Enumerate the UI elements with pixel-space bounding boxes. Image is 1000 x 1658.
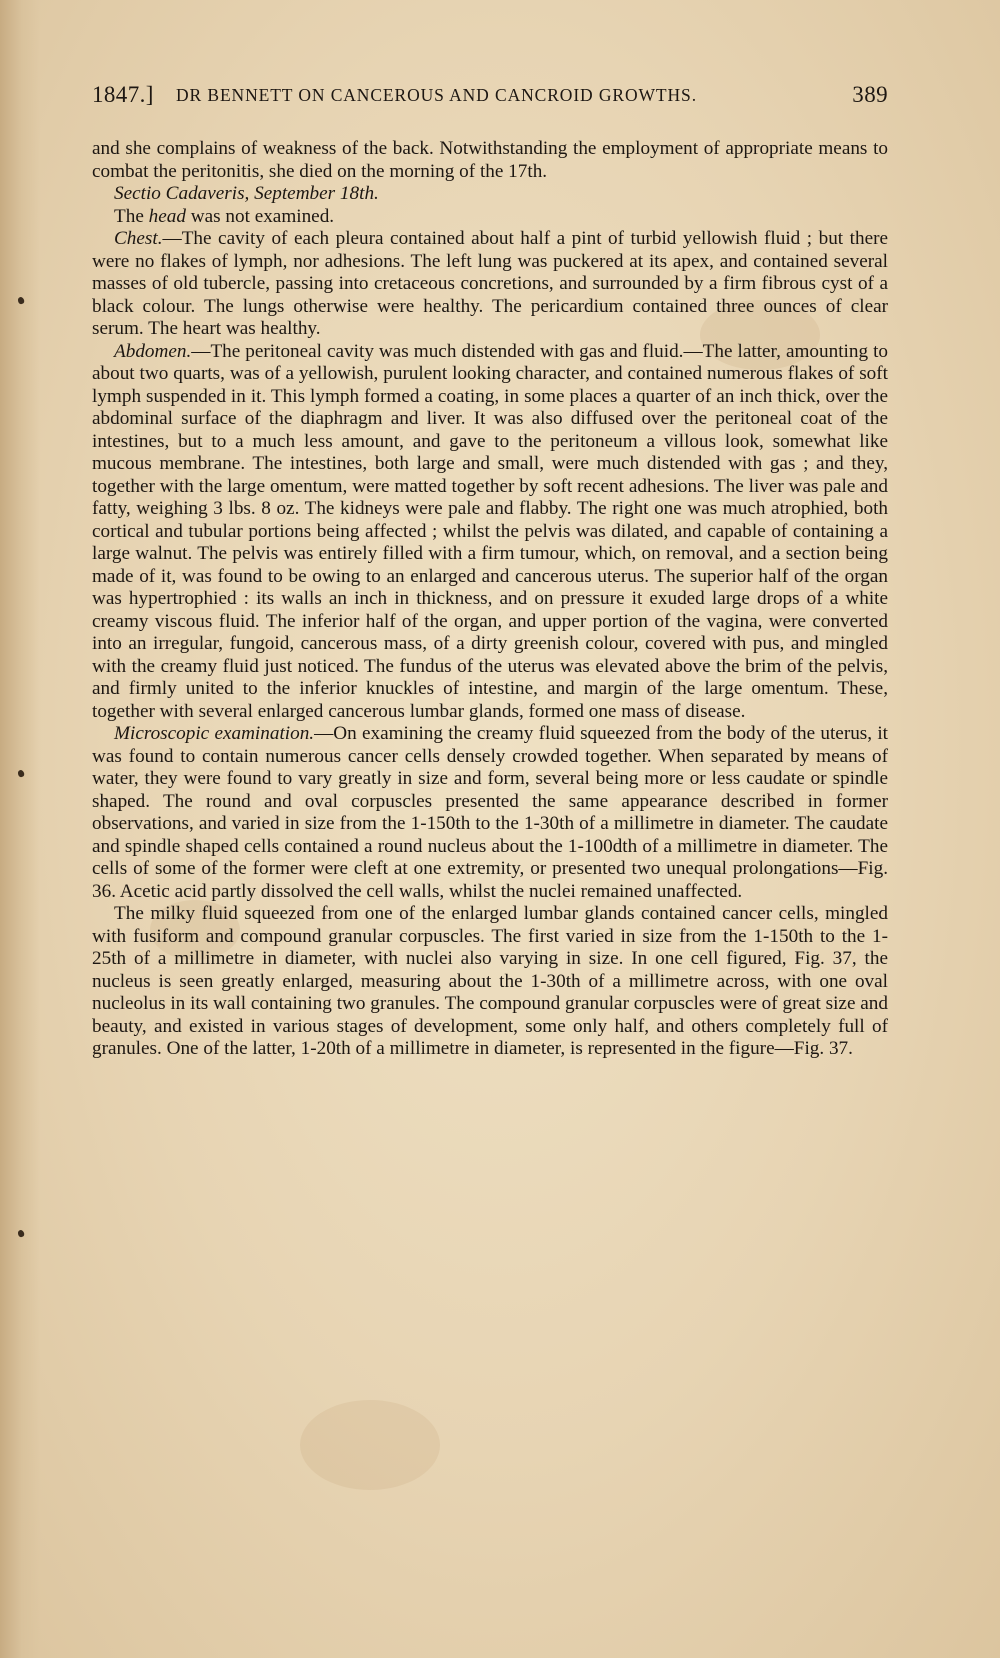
section-heading-italic: Sectio Cadaveris, September 18th. — [114, 183, 379, 204]
paper-stain — [300, 1400, 440, 1490]
section-heading — [92, 183, 888, 206]
paragraph — [92, 138, 888, 183]
binding-shadow — [0, 0, 40, 1658]
paragraph-text: —On examining the creamy fluid squeezed from the body of the uterus, it was found to contain numerous cancer cells densely crowded together. When separated by means of water, they were found to vary greatly in size and form, several being more or less caudate or spindle shaped. The round and oval corpuscles presented the same appearance described in former observations, and varied in size from the 1-150th to the 1-30th of a millimetre in diameter. The caudate and spindle shaped cells contained a round nucleus about the 1-100dth of a millimetre in diameter. The cells of some of the former were cleft at one extremity, or presented two unequal prolongations—Fig. 36. Acetic acid partly dissolved the cell walls, whilst the nuclei remained unaffected. — [92, 723, 888, 902]
paragraph-prefix: The — [114, 205, 149, 227]
running-title: DR BENNETT ON CANCEROUS AND CANCROID GROWTHS. — [176, 85, 697, 105]
paragraph-text: and she complains of weakness of the back. Notwithstanding the employment of appropriate means to combat the peritonitis, she died on the morning of the 17th. — [92, 138, 888, 182]
paragraph-chest — [92, 228, 888, 341]
paragraph-microscopic — [92, 723, 888, 903]
paragraph-italic-word: head — [148, 205, 186, 227]
body-text — [92, 138, 888, 1061]
running-header — [92, 82, 888, 116]
paragraph-text: —The cavity of each pleura contained about half a pint of turbid yellowish fluid ; but there were no flakes of lymph, nor adhesions. The left lung was puckered at its apex, and contained several masses of old tubercle, passing into cretaceous concretions, and surrounded by a firm fibrous cyst of a black colour. The lungs otherwise were healthy. The pericardium contained three ounces of clear serum. The heart was healthy. — [92, 228, 888, 339]
paragraph-text: The milky fluid squeezed from one of the enlarged lumbar glands contained cancer cells, mingled with fusiform and compound granular corpuscles. The first varied in size from the 1-150th to the 1-25th of a millimetre in diameter, with nuclei also varying in size. In one cell figured, Fig. 37, the nucleus is seen greatly enlarged, measuring about the 1-30th of a millimetre across, with one oval nucleolus in its wall containing two granules. The compound granular corpuscles were of great size and beauty, and existed in various stages of development, some only half, and others completely full of granules. One of the latter, 1-20th of a millimetre in diameter, is represented in the figure—Fig. 37. — [92, 903, 888, 1059]
header-year: 1847.] — [92, 82, 154, 107]
paragraph-lumbar-glands — [92, 903, 888, 1061]
paragraph-abdomen — [92, 341, 888, 724]
paragraph-text: was not examined. — [185, 205, 335, 227]
page-number: 389 — [852, 82, 888, 107]
paragraph-text: —The peritoneal cavity was much distended with gas and fluid.—The latter, amounting to about two quarts, was of a yellowish, purulent looking character, and contained numerous flakes of soft lymph suspended in it. This lymph formed a coating, in some places a quarter of an inch thick, over the abdominal surface of the diaphragm and liver. It was also diffused over the peritoneal coat of the intestines, but to a much less amount, and gave to the peritoneum a villous look, somewhat like mucous membrane. The intestines, both large and small, were much distended with gas ; and they, together with the large omentum, were matted together by soft recent adhesions. The liver was pale and fatty, weighing 3 lbs. 8 oz. The kidneys were pale and flabby. The right one was much atrophied, both cortical and tubular portions being affected ; whilst the pelvis was dilated, and capable of containing a large walnut. The pelvis was entirely filled with a firm tumour, which, on removal, and a section being made of it, was found to be owing to an enlarged and cancerous uterus. The superior half of the organ was hypertrophied : its walls an inch in thickness, and on pressure it exuded large drops of a white creamy viscous fluid. The inferior half of the organ, and upper portion of the vagina, were converted into an irregular, fungoid, cancerous mass, of a dirty greenish colour, covered with pus, and mingled with the creamy fluid just noticed. The fundus of the uterus was elevated above the brim of the pelvis, and firmly united to the inferior knuckles of intestine, and margin of the large omentum. These, together with several enlarged cancerous lumbar glands, formed one mass of disease. — [92, 340, 888, 722]
paragraph-lead: Abdomen. — [114, 340, 192, 362]
paragraph-lead: Microscopic examination. — [114, 723, 315, 744]
paragraph — [92, 206, 888, 229]
paragraph-lead: Chest. — [114, 228, 163, 249]
